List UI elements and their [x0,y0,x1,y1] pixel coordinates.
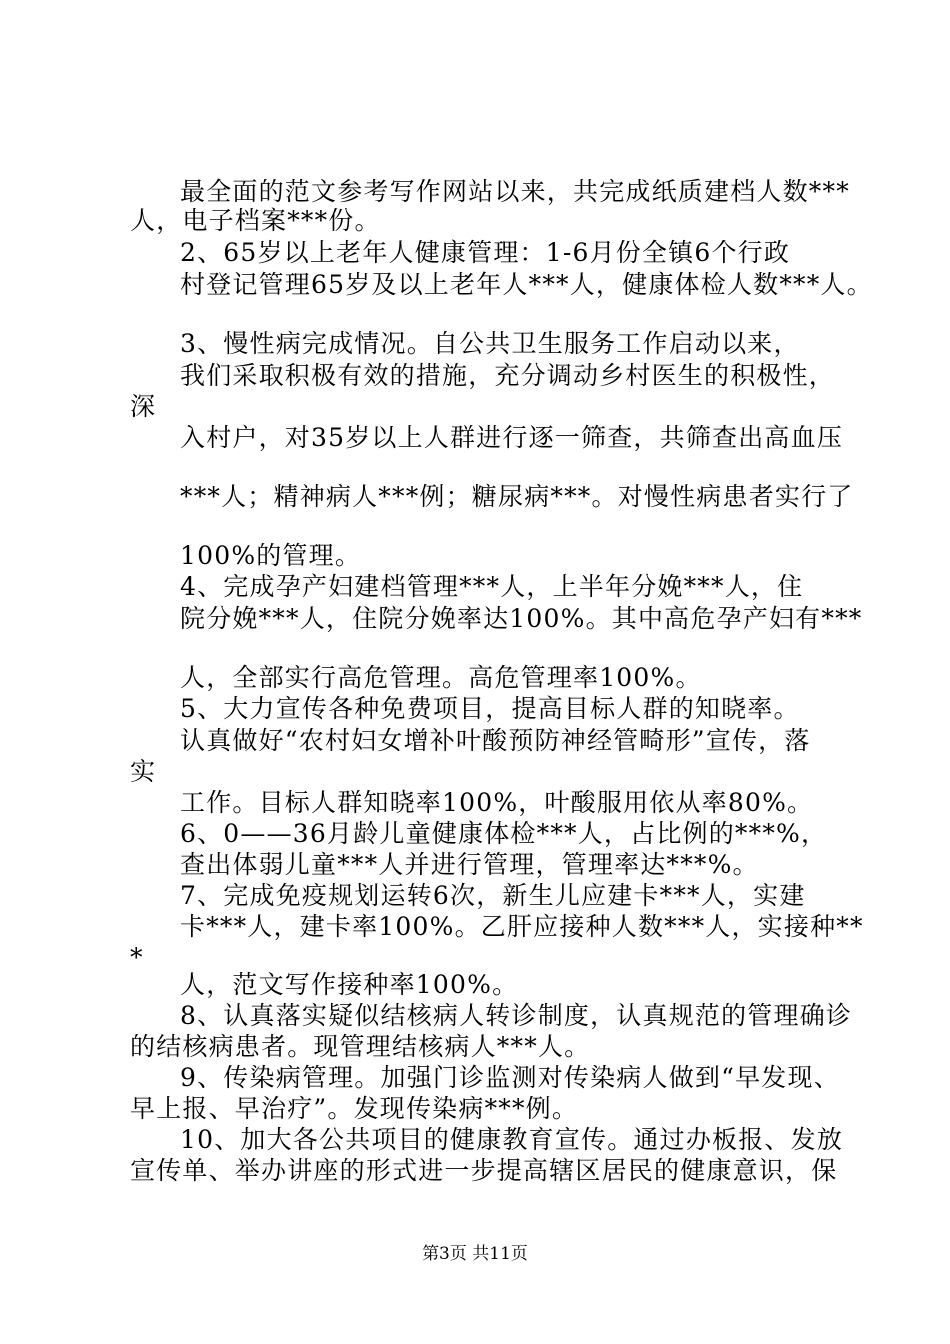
body-text-line: 宣传单、举办讲座的形式进一步提高辖区居民的健康意识，保 [130,1156,838,1185]
body-text-line: 入村户，对35岁以上人群进行逐一筛查，共筛查出高血压 [180,423,844,452]
body-text-line: 深 [130,392,157,421]
body-text-line: 7、完成免疫规划运转6次，新生儿应建卡***人，实建 [180,881,806,910]
body-text-line: 9、传染病管理。加强门诊监测对传染病人做到“早发现、 [180,1063,840,1092]
body-text-line: 村登记管理65岁及以上老年人***人，健康体检人数***人。 [180,270,873,299]
body-text-line: 院分娩***人，住院分娩率达100%。其中高危孕产妇有*** [180,604,863,633]
body-text-line: 4、完成孕产妇建档管理***人，上半年分娩***人，住 [180,572,804,601]
body-text-line: 人，全部实行高危管理。高危管理率100%。 [180,663,702,692]
body-text-line: 的结核病患者。现管理结核病人***人。 [130,1032,591,1061]
body-text-line: 实 [130,757,157,786]
body-text-line: 我们采取积极有效的措施，充分调动乡村医生的积极性， [180,361,836,390]
body-text-line: 最全面的范文参考写作网站以来，共完成纸质建档人数*** [180,177,850,206]
page-number-footer: 第3页 共11页 [422,1244,528,1264]
body-text-line: 6、0——36月龄儿童健康体检***人，占比例的***%， [180,819,828,848]
body-text-line: 卡***人，建卡率100%。乙肝应接种人数***人，实接种** [180,912,864,941]
body-text-line: 人，范文写作接种率100%。 [180,970,519,999]
body-text-line: 人，电子档案***份。 [130,206,381,235]
body-text-line: 3、慢性病完成情况。自公共卫生服务工作启动以来， [180,329,800,358]
body-text-line: 查出体弱儿童***人并进行管理，管理率达***%。 [180,850,759,879]
body-text-line: 2、65岁以上老年人健康管理：1-6月份全镇6个行政 [180,238,791,267]
body-text-line: 100%的管理。 [180,541,362,570]
body-text-line: 认真做好“农村妇女增补叶酸预防神经管畸形”宣传，落 [180,726,811,755]
body-text-line: 8、认真落实疑似结核病人转诊制度，认真规范的管理确诊 [180,1001,853,1030]
body-text-line: 10、加大各公共项目的健康教育宣传。通过办板报、发放 [180,1125,844,1154]
body-text-line: * [130,943,144,972]
body-text-line: 5、大力宣传各种免费项目，提高目标人群的知晓率。 [180,694,800,723]
body-text-line: ***人；精神病人***例；糖尿病***。对慢性病患者实行了 [180,482,854,511]
body-text-line: 早上报、早治疗”。发现传染病***例。 [130,1094,579,1123]
body-text-line: 工作。目标人群知晓率100%，叶酸服用依从率80%。 [180,788,814,817]
